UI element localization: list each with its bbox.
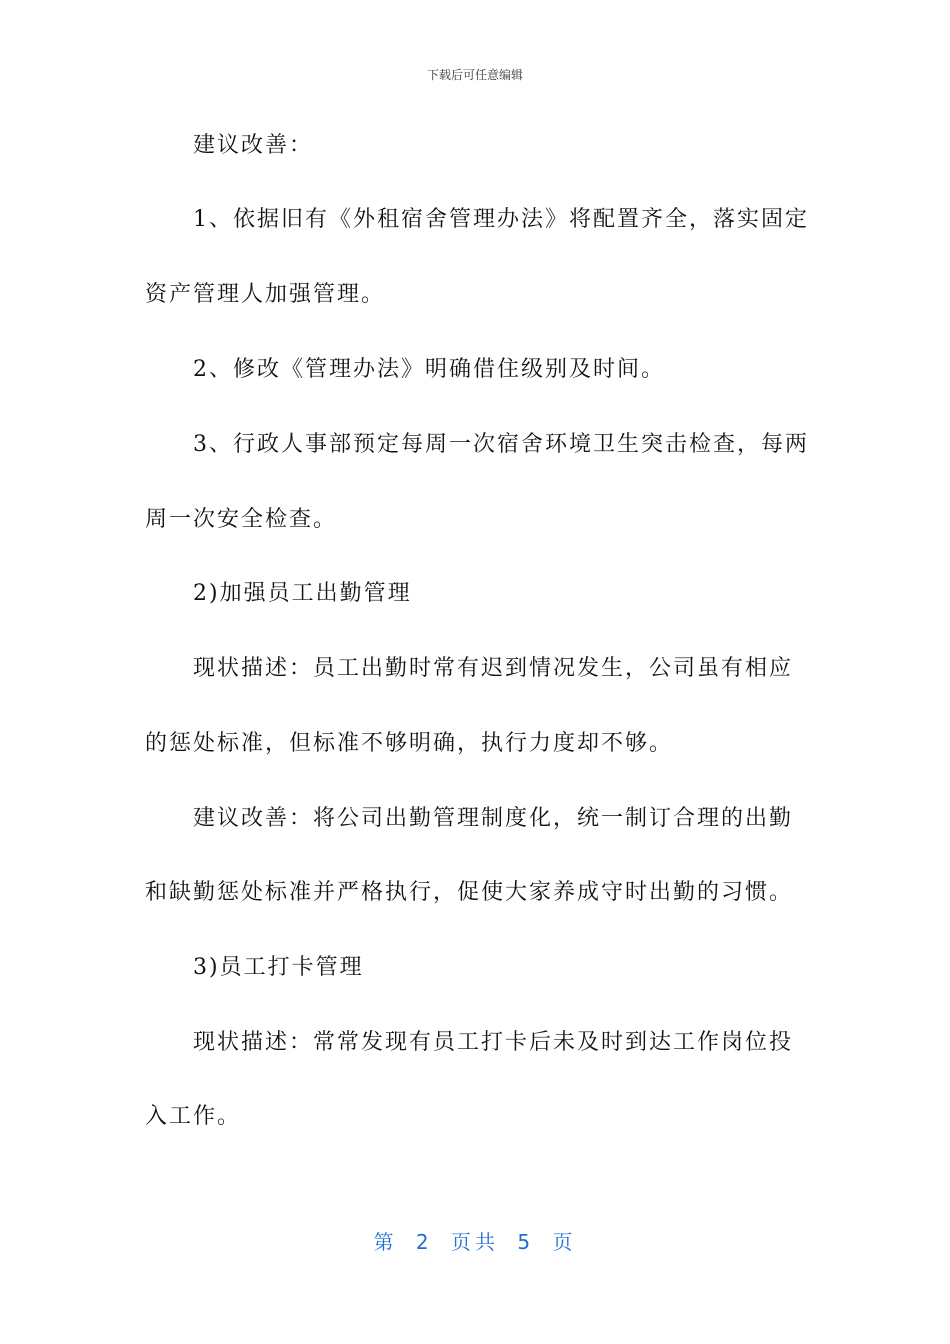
paragraph-line: 3、行政人事部预定每周一次宿舍环境卫生突击检查，每两 xyxy=(193,432,809,457)
footer-page-number: 2 xyxy=(415,1230,433,1254)
footer-middle: 页共 xyxy=(451,1230,499,1254)
paragraph-line: 2、修改《管理办法》明确借住级别及时间。 xyxy=(193,357,665,382)
paragraph-line: 1、依据旧有《外租宿舍管理办法》将配置齐全，落实固定 xyxy=(193,207,809,232)
paragraph-line: 入工作。 xyxy=(145,1104,242,1129)
paragraph-line: 建议改善：将公司出勤管理制度化，统一制订合理的出勤 xyxy=(193,806,794,831)
paragraph-line: 现状描述：常常发现有员工打卡后未及时到达工作岗位投 xyxy=(193,1030,794,1055)
paragraph-line: 资产管理人加强管理。 xyxy=(145,282,386,307)
paragraph-line: 和缺勤惩处标准并严格执行，促使大家养成守时出勤的习惯。 xyxy=(145,880,794,905)
paragraph-line: 的惩处标准，但标准不够明确，执行力度却不够。 xyxy=(145,731,674,756)
footer-total-pages: 5 xyxy=(517,1230,535,1254)
page-footer xyxy=(0,1226,950,1255)
footer-prefix: 第 xyxy=(373,1230,398,1254)
section-heading: 3)员工打卡管理 xyxy=(193,955,364,980)
section-heading: 2)加强员工出勤管理 xyxy=(193,581,412,606)
paragraph-line: 周一次安全检查。 xyxy=(145,507,338,532)
paragraph-line: 现状描述：员工出勤时常有迟到情况发生，公司虽有相应 xyxy=(193,656,794,681)
footer-suffix: 页 xyxy=(552,1230,577,1254)
paragraph-line: 建议改善： xyxy=(193,133,314,158)
page-header-note: 下载后可任意编辑 xyxy=(426,68,523,82)
